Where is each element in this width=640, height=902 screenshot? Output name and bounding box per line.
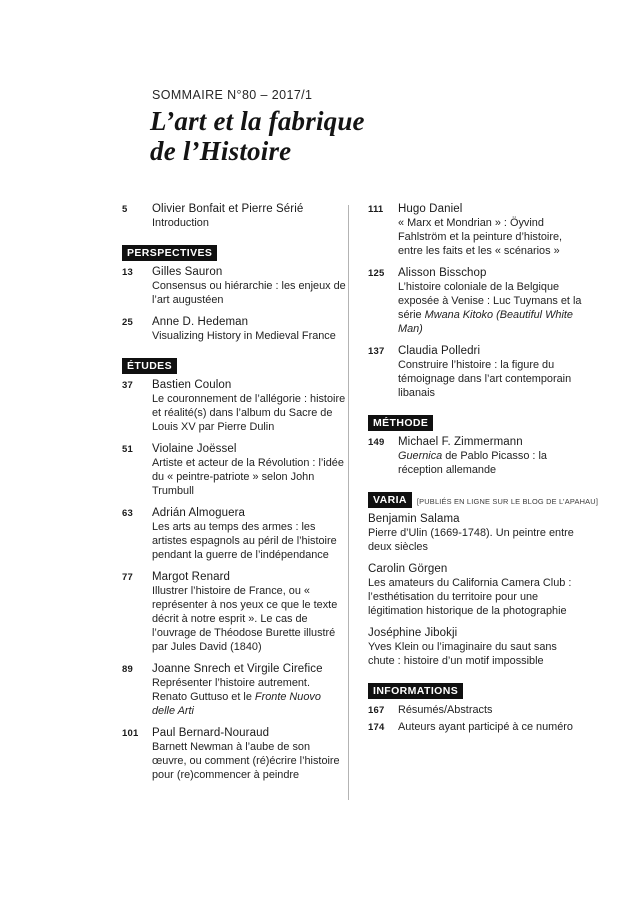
entry-title [368,640,586,668]
page-number: 101 [122,728,139,739]
section-header-methode [368,415,586,431]
toc-entry [122,726,346,782]
entry-body [152,442,346,498]
entry-body [152,378,346,434]
entry-title [152,216,346,230]
toc-entry [368,435,586,477]
entry-body [152,726,346,782]
page-number: 174 [368,722,385,733]
entry-title [152,456,346,498]
toc-entry [368,703,586,717]
entry-author: Gilles Sauron [152,266,223,278]
page-number: 51 [122,444,133,455]
entry-title [152,676,346,718]
entry-title [152,279,346,307]
page-number: 37 [122,380,133,391]
entry-body [152,315,346,343]
entry-title [152,392,346,434]
title-segment: Introduction [152,217,209,229]
entry-title [398,703,586,717]
entry-author: Margot Renard [152,571,231,583]
section-header-varia [368,492,599,508]
entry-body [368,562,586,618]
section-label: PERSPECTIVES [122,245,217,261]
title-segment: Pierre d’Ulin (1669-1748). Un peintre entre deux siècles [368,527,574,553]
toc-entry [122,265,346,307]
toc-entry [122,378,346,434]
entry-author: Anne D. Hedeman [152,316,249,328]
toc-entry [368,562,586,618]
page-number: 125 [368,268,385,279]
title-segment: de Pablo Picasso : la réception allemande [398,450,547,476]
section-header-perspectives [122,245,346,261]
title-segment: Fronte Nuovo delle Arti [152,691,321,717]
toc-entry [122,570,346,654]
title-segment: Auteurs ayant participé à ce numéro [398,721,573,733]
entry-title [152,584,346,654]
entry-author: Violaine Joëssel [152,443,237,455]
entry-body [152,570,346,654]
page-number: 111 [368,204,384,215]
section-label: MÉTHODE [368,415,433,431]
entry-title [368,576,586,618]
page-number: 137 [368,346,385,357]
title-segment: Artiste et acteur de la Révolution : l’idée du « peintre-patriote » selon John Trumbull [152,457,344,497]
issue-label: SOMMAIRE N°80 – 2017/1 [152,88,313,102]
title-segment: Barnett Newman à l’aube de son œuvre, ou comment (ré)écrire l’histoire pour (re)commencer à peindre [152,741,340,781]
page-number: 5 [122,204,128,215]
toc-column-right [368,202,599,737]
entry-body [368,626,586,668]
entry-body [398,344,586,400]
toc-entry [122,662,346,718]
page-number: 167 [368,705,385,716]
entry-title [398,216,586,258]
page-number: 77 [122,572,133,583]
page-number: 13 [122,267,133,278]
entry-author: Michael F. Zimmermann [398,436,523,448]
entry-body [398,703,586,717]
title-segment: Représenter l’histoire autrement. Renato Guttuso et le [152,677,310,703]
entry-body [368,512,586,554]
entry-author: Joanne Snrech et Virgile Cirefice [152,663,323,675]
title-segment: Consensus ou hiérarchie : les enjeux de l’art augustéen [152,280,346,306]
toc-entry [368,512,586,554]
entry-body [152,265,346,307]
entry-author: Adrián Almoguera [152,507,246,519]
page-title [150,106,365,166]
entry-title [398,720,586,734]
entry-title [152,520,346,562]
column-divider [348,205,349,800]
section-header-etudes [122,358,346,374]
entry-title [398,449,586,477]
toc-entry [368,266,586,336]
title-segment: Le couronnement de l’allégorie : histoire et réalité(s) dans l’album du Sacre de Louis XV par Pierre Dulin [152,393,346,433]
entry-author: Hugo Daniel [398,203,463,215]
section-label: ÉTUDES [122,358,177,374]
page-number: 25 [122,317,133,328]
entry-title [398,358,586,400]
section-label: VARIA [368,492,412,508]
toc-column-left [122,202,346,790]
toc-entry [368,626,586,668]
title-segment: Mwana Kitoko (Beautiful White Man) [398,309,573,335]
title-segment: Résumés/Abstracts [398,704,493,716]
section-header-informations [368,683,586,699]
entry-body [398,435,586,477]
toc-entry [368,344,586,400]
entry-body [398,720,586,734]
toc-entry [122,506,346,562]
entry-title [368,526,586,554]
toc-entry [122,202,346,230]
toc-entry [122,442,346,498]
entry-author: Paul Bernard-Nouraud [152,727,270,739]
title-segment: Illustrer l’histoire de France, ou « représenter à nos yeux ce que le texte décrit à notre esprit ». Le cas de l’ouvrage de Théodose Burette illustré par Jules David (1840) [152,585,338,653]
entry-author: Carolin Görgen [368,563,448,575]
page-number: 149 [368,437,385,448]
section-note: [PUBLIÉS EN LIGNE SUR LE BLOG DE L’APAHAU] [416,496,599,506]
entry-author: Bastien Coulon [152,379,232,391]
entry-author: Benjamin Salama [368,513,460,525]
title-segment: Guernica [398,450,443,462]
entry-author: Joséphine Jibokji [368,627,458,639]
title-segment: Construire l’histoire : la figure du témoignage dans l’art contemporain libanais [398,359,572,399]
title-segment: Les amateurs du California Camera Club : l’esthétisation du territoire pour une légitimation historique de la photographie [368,577,572,617]
toc-entry [122,315,346,343]
entry-body [398,202,586,258]
entry-title [398,280,586,336]
entry-body [152,506,346,562]
title-segment: Yves Klein ou l’imaginaire du saut sans chute : histoire d’un motif impossible [368,641,557,667]
entry-body [152,202,346,230]
title-segment: Les arts au temps des armes : les artistes espagnols au péril de l’histoire pendant la guerre de l’indépendance [152,521,337,561]
entry-body [152,662,346,718]
section-label: INFORMATIONS [368,683,463,699]
entry-author: Alisson Bisschop [398,267,487,279]
page-title-line1: L’art et la fabrique [150,106,365,136]
entry-body [398,266,586,336]
title-segment: « Marx et Mondrian » : Öyvind Fahlström et la peinture d’histoire, entre les faits et les « scénarios » [398,217,563,257]
toc-entry [368,202,586,258]
title-segment: L’histoire coloniale de la Belgique exposée à Venise : Luc Tuymans et la série [398,281,582,321]
page-title-line2: de l’Histoire [150,136,292,166]
entry-title [152,740,346,782]
toc-entry [368,720,586,734]
title-segment: Visualizing History in Medieval France [152,330,336,342]
page-number: 89 [122,664,133,675]
entry-author: Olivier Bonfait et Pierre Sérié [152,203,304,215]
page-number: 63 [122,508,133,519]
entry-title [152,329,346,343]
entry-author: Claudia Polledri [398,345,481,357]
